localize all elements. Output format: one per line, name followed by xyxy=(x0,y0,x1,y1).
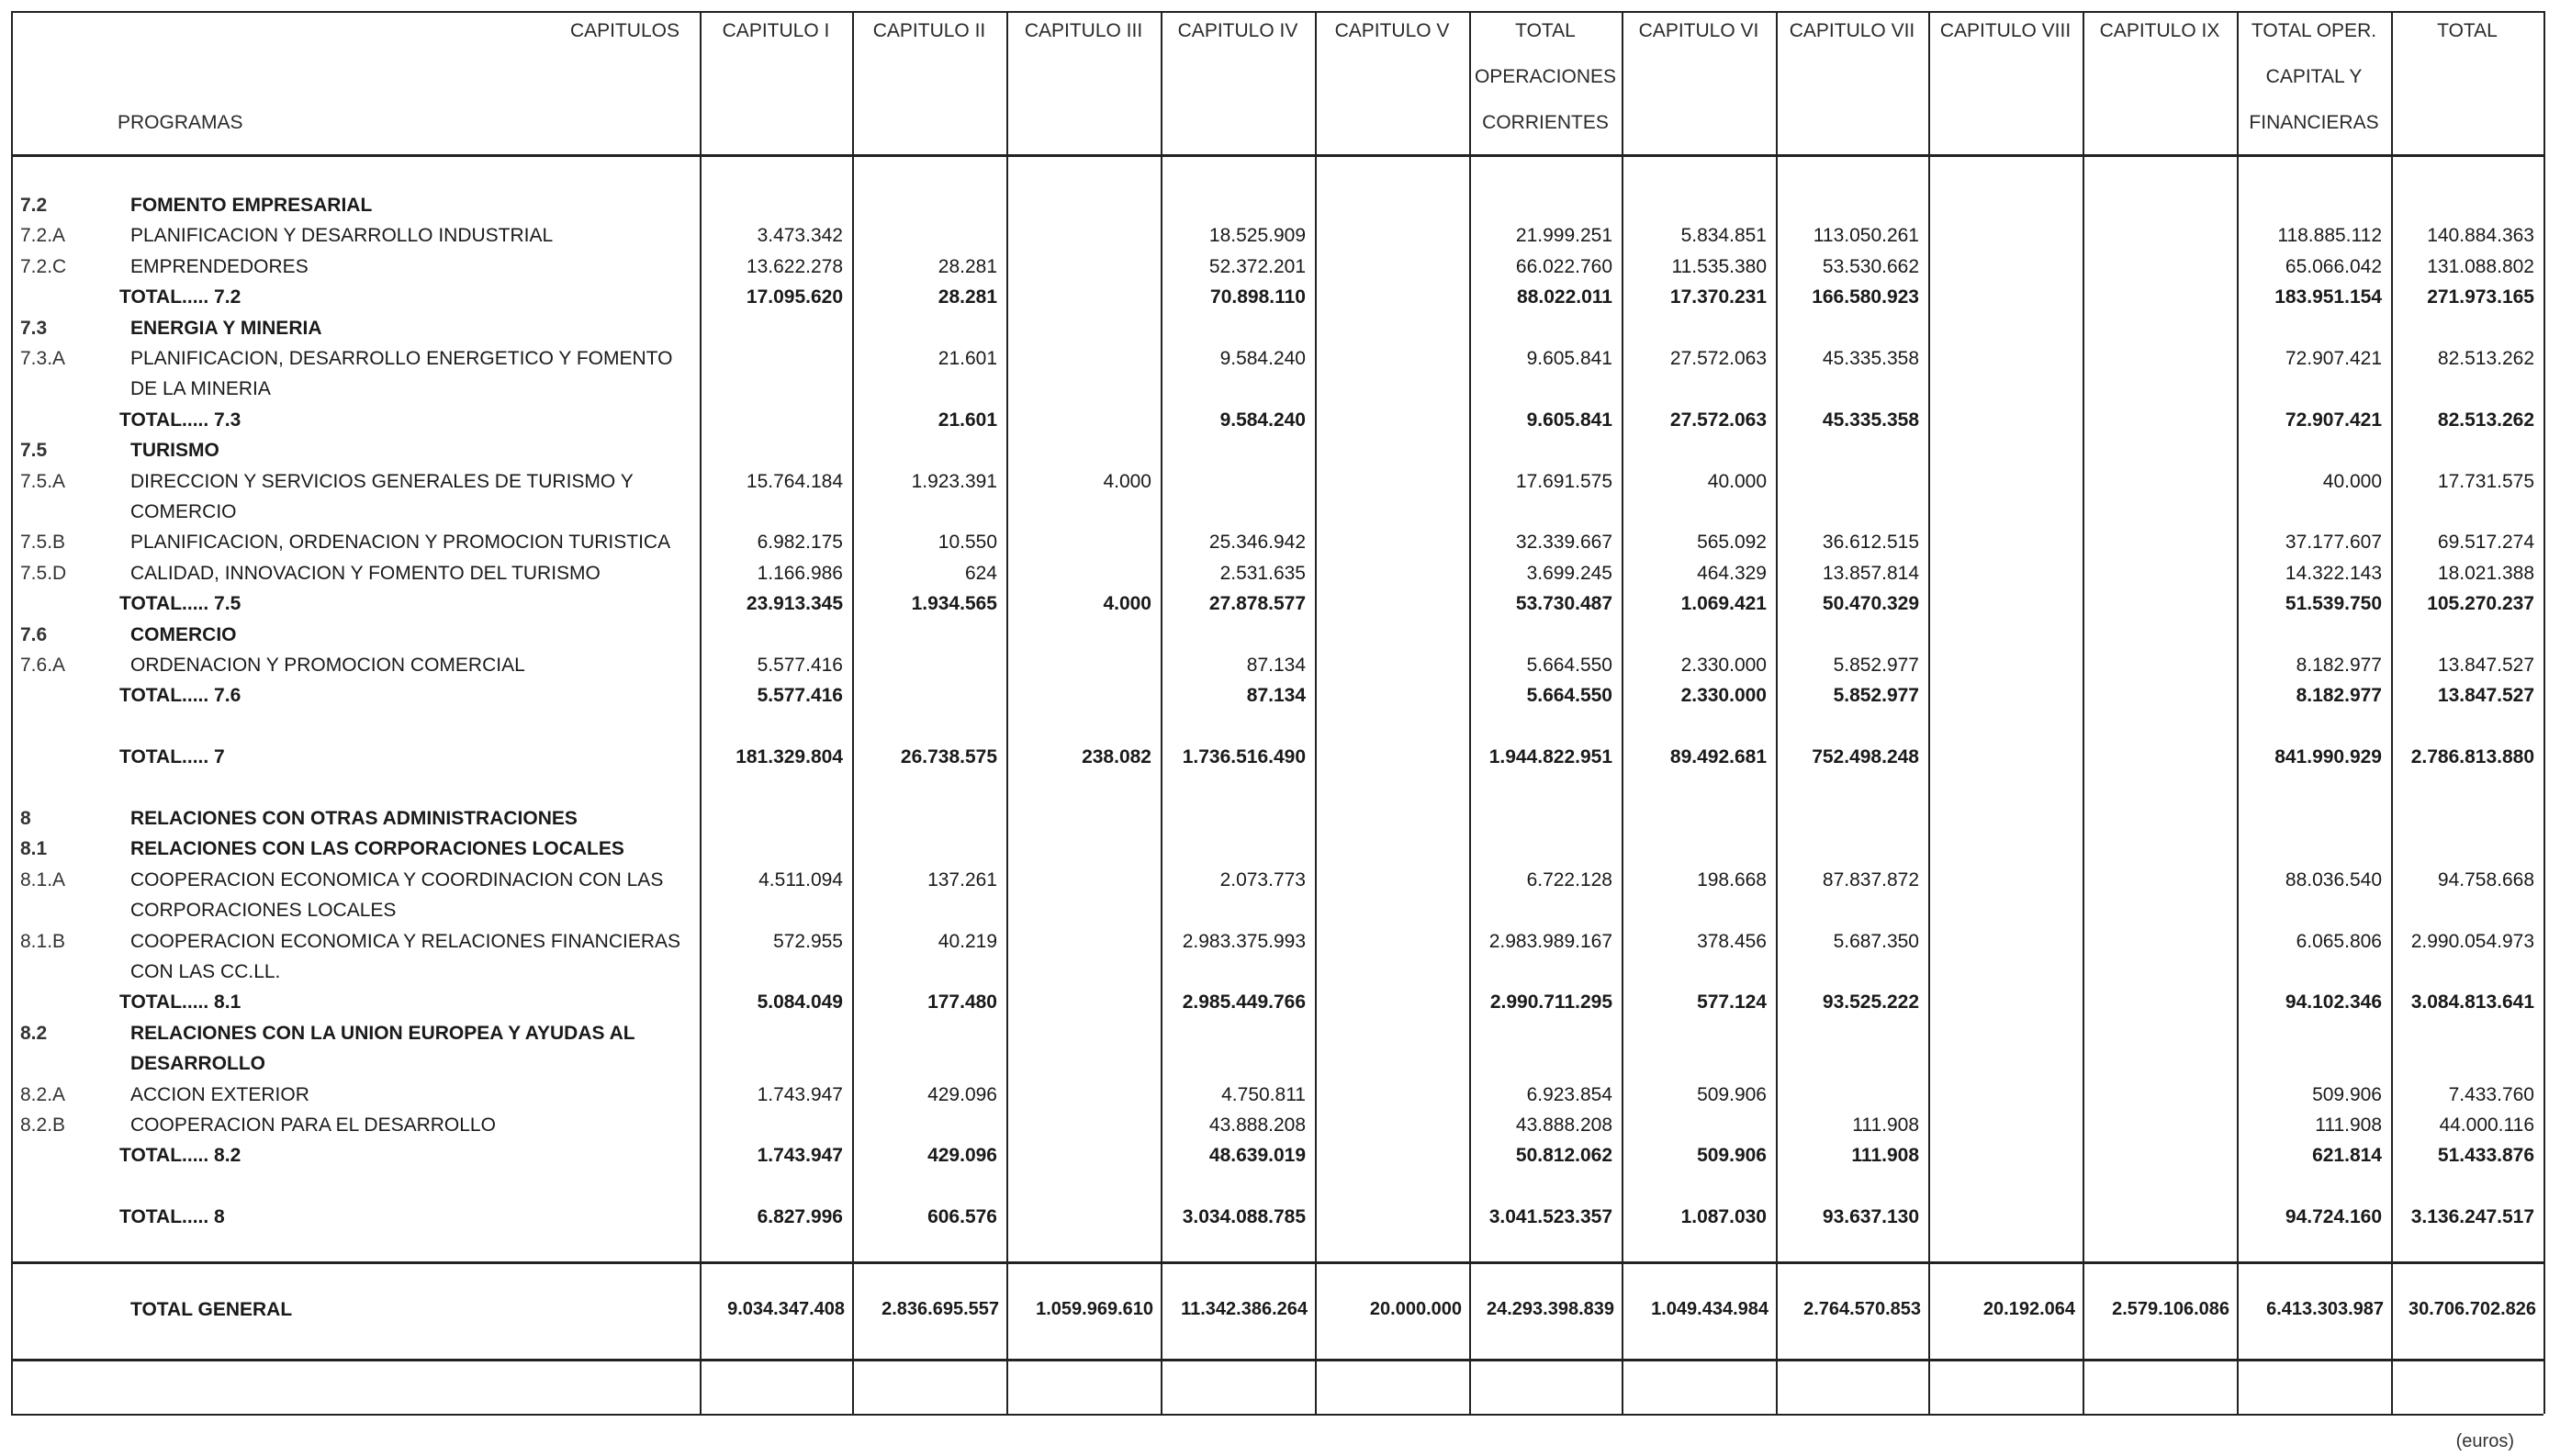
program-label: DE LA MINERIA xyxy=(130,378,271,400)
value-cell: 429.096 xyxy=(927,1083,997,1105)
value-cell: 52.372.201 xyxy=(1208,255,1306,277)
value-cell: 2.983.375.993 xyxy=(1182,930,1306,952)
program-code: 7.2.C xyxy=(20,255,67,277)
program-code: 7.5 xyxy=(20,440,48,462)
value-cell: 40.000 xyxy=(2322,470,2382,492)
column-header: TOTAL xyxy=(1515,20,1576,41)
grid-vline xyxy=(1776,11,1778,1414)
value-cell: 66.022.760 xyxy=(1515,255,1612,277)
column-header: CORRIENTES xyxy=(1482,112,1609,133)
value-cell: 13.857.814 xyxy=(1822,562,1919,584)
value-cell: 82.513.262 xyxy=(2437,409,2534,431)
value-cell: 17.691.575 xyxy=(1515,470,1612,492)
grid-vline xyxy=(2543,11,2545,1414)
value-cell: 577.124 xyxy=(1697,991,1767,1014)
value-cell: 1.087.030 xyxy=(1680,1206,1767,1228)
value-cell: 6.722.128 xyxy=(1526,868,1612,890)
grid-vline xyxy=(852,11,854,1414)
total-general-value: 20.000.000 xyxy=(1369,1299,1462,1319)
value-cell: 15.764.184 xyxy=(746,470,843,492)
program-label: COOPERACION PARA EL DESARROLLO xyxy=(130,1114,496,1136)
value-cell: 464.329 xyxy=(1697,562,1767,584)
value-cell: 509.906 xyxy=(1697,1145,1767,1167)
program-code: 7.3 xyxy=(20,317,48,339)
value-cell: 6.982.175 xyxy=(757,532,843,554)
program-label: ENERGIA Y MINERIA xyxy=(130,317,322,339)
value-cell: 181.329.804 xyxy=(736,746,843,768)
programas-label: PROGRAMAS xyxy=(118,112,243,133)
grid-vline xyxy=(2391,11,2393,1414)
value-cell: 82.513.262 xyxy=(2437,348,2534,369)
value-cell: 378.456 xyxy=(1697,930,1767,952)
total-general-value: 1.059.969.610 xyxy=(1036,1299,1153,1319)
value-cell: 271.973.165 xyxy=(2427,286,2534,308)
column-header: CAPITULO VII xyxy=(1789,20,1915,41)
value-cell: 572.955 xyxy=(773,930,843,952)
value-cell: 36.612.515 xyxy=(1822,532,1919,554)
program-label: DESARROLLO xyxy=(130,1053,265,1075)
program-code: 8.2.A xyxy=(20,1083,66,1105)
total-general-value: 9.034.347.408 xyxy=(727,1299,845,1319)
value-cell: 94.758.668 xyxy=(2437,868,2534,890)
value-cell: 93.525.222 xyxy=(1822,991,1919,1014)
value-cell: 21.601 xyxy=(938,348,997,369)
total-label: TOTAL..... 7.5 xyxy=(119,593,241,615)
value-cell: 2.330.000 xyxy=(1680,655,1767,676)
column-header: CAPITULO IV xyxy=(1177,20,1298,41)
value-cell: 50.470.329 xyxy=(1822,593,1919,615)
value-cell: 3.084.813.641 xyxy=(2410,991,2534,1014)
value-cell: 166.580.923 xyxy=(1812,286,1919,308)
value-cell: 2.985.449.766 xyxy=(1182,991,1306,1014)
column-header: FINANCIERAS xyxy=(2249,112,2379,133)
value-cell: 89.492.681 xyxy=(1669,746,1767,768)
program-code: 7.5.D xyxy=(20,562,67,584)
program-label: CALIDAD, INNOVACION Y FOMENTO DEL TURISMO xyxy=(130,562,601,584)
value-cell: 13.622.278 xyxy=(746,255,843,277)
value-cell: 113.050.261 xyxy=(1813,225,1919,247)
value-cell: 37.177.607 xyxy=(2285,532,2382,554)
value-cell: 118.885.112 xyxy=(2277,225,2382,247)
program-code: 7.6.A xyxy=(20,655,66,676)
value-cell: 5.852.977 xyxy=(1833,655,1919,676)
value-cell: 26.738.575 xyxy=(900,746,997,768)
value-cell: 509.906 xyxy=(1697,1083,1767,1105)
value-cell: 565.092 xyxy=(1697,532,1767,554)
value-cell: 177.480 xyxy=(927,991,997,1014)
total-general-value: 2.764.570.853 xyxy=(1803,1299,1921,1319)
program-code: 7.5.A xyxy=(20,470,66,492)
program-label: RELACIONES CON LAS CORPORACIONES LOCALES xyxy=(130,838,624,860)
value-cell: 238.082 xyxy=(1082,746,1151,768)
value-cell: 1.743.947 xyxy=(757,1145,843,1167)
program-label: CORPORACIONES LOCALES xyxy=(130,900,397,922)
value-cell: 5.577.416 xyxy=(757,655,843,676)
value-cell: 48.639.019 xyxy=(1208,1145,1306,1167)
total-label: TOTAL..... 7.6 xyxy=(119,685,241,707)
value-cell: 621.814 xyxy=(2312,1145,2382,1167)
value-cell: 9.605.841 xyxy=(1526,409,1612,431)
value-cell: 44.000.116 xyxy=(2439,1114,2534,1136)
value-cell: 841.990.929 xyxy=(2274,746,2382,768)
value-cell: 3.699.245 xyxy=(1526,562,1612,584)
value-cell: 2.073.773 xyxy=(1219,868,1306,890)
program-label: RELACIONES CON OTRAS ADMINISTRACIONES xyxy=(130,808,578,829)
value-cell: 6.923.854 xyxy=(1526,1083,1612,1105)
column-header: TOTAL xyxy=(2437,20,2498,41)
program-label: TURISMO xyxy=(130,440,219,462)
grid-vline xyxy=(1469,11,1471,1414)
value-cell: 72.907.421 xyxy=(2285,348,2382,369)
value-cell: 111.908 xyxy=(1851,1145,1919,1167)
value-cell: 51.539.750 xyxy=(2285,593,2382,615)
total-label: TOTAL..... 7 xyxy=(119,746,225,768)
grid-hline xyxy=(11,1359,2543,1361)
value-cell: 21.601 xyxy=(938,409,997,431)
value-cell: 111.908 xyxy=(1852,1114,1919,1136)
currency-note: (euros) xyxy=(2455,1431,2514,1451)
value-cell: 5.577.416 xyxy=(757,685,843,707)
value-cell: 5.084.049 xyxy=(757,991,843,1014)
column-header: CAPITULO VI xyxy=(1638,20,1759,41)
total-general-value: 6.413.303.987 xyxy=(2266,1299,2384,1319)
total-general-value: 2.579.106.086 xyxy=(2112,1299,2229,1319)
value-cell: 1.166.986 xyxy=(757,562,843,584)
column-header: CAPITULO III xyxy=(1024,20,1143,41)
value-cell: 131.088.802 xyxy=(2427,255,2534,277)
value-cell: 88.036.540 xyxy=(2285,868,2382,890)
value-cell: 3.473.342 xyxy=(757,225,843,247)
value-cell: 8.182.977 xyxy=(2296,685,2382,707)
grid-vline xyxy=(11,11,13,1414)
value-cell: 137.261 xyxy=(927,868,997,890)
value-cell: 2.330.000 xyxy=(1680,685,1767,707)
value-cell: 2.786.813.880 xyxy=(2410,746,2534,768)
value-cell: 5.664.550 xyxy=(1526,655,1612,676)
column-header: OPERACIONES xyxy=(1474,66,1617,87)
total-label: TOTAL..... 7.2 xyxy=(119,286,241,308)
value-cell: 4.511.094 xyxy=(758,868,843,890)
value-cell: 28.281 xyxy=(938,286,997,308)
program-label: PLANIFICACION, ORDENACION Y PROMOCION TURISTICA xyxy=(130,532,671,554)
value-cell: 1.069.421 xyxy=(1680,593,1767,615)
value-cell: 27.572.063 xyxy=(1669,348,1767,369)
program-label: COMERCIO xyxy=(130,623,237,645)
value-cell: 183.951.154 xyxy=(2274,286,2382,308)
value-cell: 4.750.811 xyxy=(1221,1083,1306,1105)
total-label: TOTAL..... 8 xyxy=(119,1206,225,1228)
column-header: TOTAL OPER. xyxy=(2251,20,2377,41)
value-cell: 53.730.487 xyxy=(1515,593,1612,615)
value-cell: 65.066.042 xyxy=(2285,255,2382,277)
value-cell: 10.550 xyxy=(938,532,997,554)
capitulos-label: CAPITULOS xyxy=(569,20,679,41)
value-cell: 509.906 xyxy=(2312,1083,2382,1105)
value-cell: 3.136.247.517 xyxy=(2410,1206,2534,1228)
value-cell: 111.908 xyxy=(2315,1114,2382,1136)
value-cell: 198.668 xyxy=(1697,868,1767,890)
total-label: TOTAL..... 8.1 xyxy=(119,991,241,1014)
value-cell: 17.095.620 xyxy=(746,286,843,308)
value-cell: 87.134 xyxy=(1246,685,1306,707)
total-general-value: 30.706.702.826 xyxy=(2408,1299,2536,1319)
program-label: CON LAS CC.LL. xyxy=(130,961,281,982)
program-label: COOPERACION ECONOMICA Y COORDINACION CON LAS xyxy=(130,868,664,890)
value-cell: 17.731.575 xyxy=(2437,470,2534,492)
value-cell: 11.535.380 xyxy=(1671,255,1767,277)
value-cell: 2.983.989.167 xyxy=(1488,930,1612,952)
value-cell: 9.584.240 xyxy=(1219,409,1306,431)
value-cell: 45.335.358 xyxy=(1822,348,1919,369)
value-cell: 3.041.523.357 xyxy=(1488,1206,1612,1228)
total-label: TOTAL..... 8.2 xyxy=(119,1145,241,1167)
value-cell: 1.743.947 xyxy=(757,1083,843,1105)
total-general-value: 2.836.695.557 xyxy=(881,1299,999,1319)
value-cell: 2.990.711.295 xyxy=(1489,991,1612,1014)
value-cell: 87.837.872 xyxy=(1822,868,1919,890)
value-cell: 23.913.345 xyxy=(746,593,843,615)
total-general-label: TOTAL GENERAL xyxy=(130,1299,293,1320)
value-cell: 4.000 xyxy=(1103,593,1151,615)
value-cell: 2.990.054.973 xyxy=(2410,930,2534,952)
value-cell: 70.898.110 xyxy=(1210,286,1306,308)
program-code: 8.1 xyxy=(20,838,48,860)
program-label: FOMENTO EMPRESARIAL xyxy=(130,195,373,216)
grid-hline xyxy=(11,1414,2543,1416)
value-cell: 40.000 xyxy=(1707,470,1767,492)
grid-vline xyxy=(1315,11,1317,1414)
value-cell: 6.827.996 xyxy=(757,1206,843,1228)
value-cell: 69.517.274 xyxy=(2437,532,2534,554)
grid-vline xyxy=(1928,11,1930,1414)
program-label: PLANIFICACION Y DESARROLLO INDUSTRIAL xyxy=(130,225,554,247)
program-code: 8.2 xyxy=(20,1022,48,1044)
value-cell: 53.530.662 xyxy=(1822,255,1919,277)
value-cell: 45.335.358 xyxy=(1822,409,1919,431)
program-label: ACCION EXTERIOR xyxy=(130,1083,309,1105)
value-cell: 429.096 xyxy=(927,1145,997,1167)
value-cell: 13.847.527 xyxy=(2437,655,2534,676)
value-cell: 51.433.876 xyxy=(2437,1145,2534,1167)
value-cell: 1.923.391 xyxy=(911,470,997,492)
value-cell: 13.847.527 xyxy=(2437,685,2534,707)
program-code: 8.2.B xyxy=(20,1114,66,1136)
column-header: CAPITULO VIII xyxy=(1939,20,2072,41)
program-code: 8.1.B xyxy=(20,930,66,952)
value-cell: 27.572.063 xyxy=(1669,409,1767,431)
total-general-value: 11.342.386.264 xyxy=(1181,1299,1308,1319)
column-header: CAPITULO IX xyxy=(2099,20,2220,41)
value-cell: 43.888.208 xyxy=(1515,1114,1612,1136)
value-cell: 87.134 xyxy=(1246,655,1306,676)
value-cell: 18.525.909 xyxy=(1208,225,1306,247)
program-code: 7.3.A xyxy=(20,348,66,369)
value-cell: 624 xyxy=(964,562,997,584)
value-cell: 4.000 xyxy=(1103,470,1151,492)
value-cell: 5.687.350 xyxy=(1833,930,1919,952)
total-general-value: 20.192.064 xyxy=(1982,1299,2075,1319)
value-cell: 14.322.143 xyxy=(2285,562,2382,584)
value-cell: 7.433.760 xyxy=(2448,1083,2534,1105)
program-label: RELACIONES CON LA UNION EUROPEA Y AYUDAS AL xyxy=(130,1022,635,1044)
grid-vline xyxy=(700,11,702,1414)
value-cell: 5.852.977 xyxy=(1833,685,1919,707)
column-header: CAPITULO II xyxy=(872,20,986,41)
value-cell: 105.270.237 xyxy=(2427,593,2534,615)
total-label: TOTAL..... 7.3 xyxy=(119,409,241,431)
value-cell: 1.944.822.951 xyxy=(1488,746,1612,768)
program-label: DIRECCION Y SERVICIOS GENERALES DE TURISMO Y xyxy=(130,470,634,492)
grid-hline xyxy=(11,11,2543,13)
program-label: ORDENACION Y PROMOCION COMERCIAL xyxy=(130,655,525,676)
program-label: PLANIFICACION, DESARROLLO ENERGETICO Y FOMENTO xyxy=(130,348,673,369)
grid-hline xyxy=(11,154,2543,157)
value-cell: 3.034.088.785 xyxy=(1182,1206,1306,1228)
grid-vline xyxy=(1161,11,1162,1414)
value-cell: 21.999.251 xyxy=(1515,225,1612,247)
program-label: COOPERACION ECONOMICA Y RELACIONES FINANCIERAS xyxy=(130,930,681,952)
value-cell: 2.531.635 xyxy=(1219,562,1306,584)
value-cell: 9.584.240 xyxy=(1219,348,1306,369)
value-cell: 6.065.806 xyxy=(2296,930,2382,952)
column-header: CAPITAL Y xyxy=(2265,66,2363,87)
grid-vline xyxy=(2237,11,2239,1414)
column-header: CAPITULO I xyxy=(722,20,830,41)
value-cell: 17.370.231 xyxy=(1669,286,1767,308)
value-cell: 25.346.942 xyxy=(1208,532,1306,554)
value-cell: 94.724.160 xyxy=(2285,1206,2382,1228)
value-cell: 43.888.208 xyxy=(1208,1114,1306,1136)
value-cell: 27.878.577 xyxy=(1208,593,1306,615)
grid-vline xyxy=(2083,11,2084,1414)
program-code: 8 xyxy=(20,808,31,829)
grid-vline xyxy=(1622,11,1623,1414)
column-header: CAPITULO V xyxy=(1334,20,1450,41)
program-code: 7.2.A xyxy=(20,225,66,247)
total-general-value: 1.049.434.984 xyxy=(1651,1299,1769,1319)
value-cell: 5.664.550 xyxy=(1526,685,1612,707)
value-cell: 88.022.011 xyxy=(1517,286,1612,308)
value-cell: 50.812.062 xyxy=(1515,1145,1612,1167)
grid-hline xyxy=(11,1261,2543,1264)
value-cell: 8.182.977 xyxy=(2296,655,2382,676)
total-general-value: 24.293.398.839 xyxy=(1486,1299,1614,1319)
program-code: 7.5.B xyxy=(20,532,66,554)
value-cell: 1.934.565 xyxy=(911,593,997,615)
value-cell: 18.021.388 xyxy=(2437,562,2534,584)
value-cell: 28.281 xyxy=(938,255,997,277)
program-label: COMERCIO xyxy=(130,501,237,522)
value-cell: 72.907.421 xyxy=(2285,409,2382,431)
value-cell: 5.834.851 xyxy=(1680,225,1767,247)
value-cell: 94.102.346 xyxy=(2285,991,2382,1014)
program-code: 8.1.A xyxy=(20,868,66,890)
program-code: 7.6 xyxy=(20,623,48,645)
value-cell: 93.637.130 xyxy=(1822,1206,1919,1228)
program-code: 7.2 xyxy=(20,195,48,216)
grid-vline xyxy=(1006,11,1008,1414)
value-cell: 140.884.363 xyxy=(2427,225,2534,247)
value-cell: 32.339.667 xyxy=(1515,532,1612,554)
program-label: EMPRENDEDORES xyxy=(130,255,309,277)
value-cell: 752.498.248 xyxy=(1812,746,1919,768)
value-cell: 40.219 xyxy=(938,930,997,952)
value-cell: 606.576 xyxy=(927,1206,997,1228)
value-cell: 1.736.516.490 xyxy=(1182,746,1306,768)
value-cell: 9.605.841 xyxy=(1526,348,1612,369)
